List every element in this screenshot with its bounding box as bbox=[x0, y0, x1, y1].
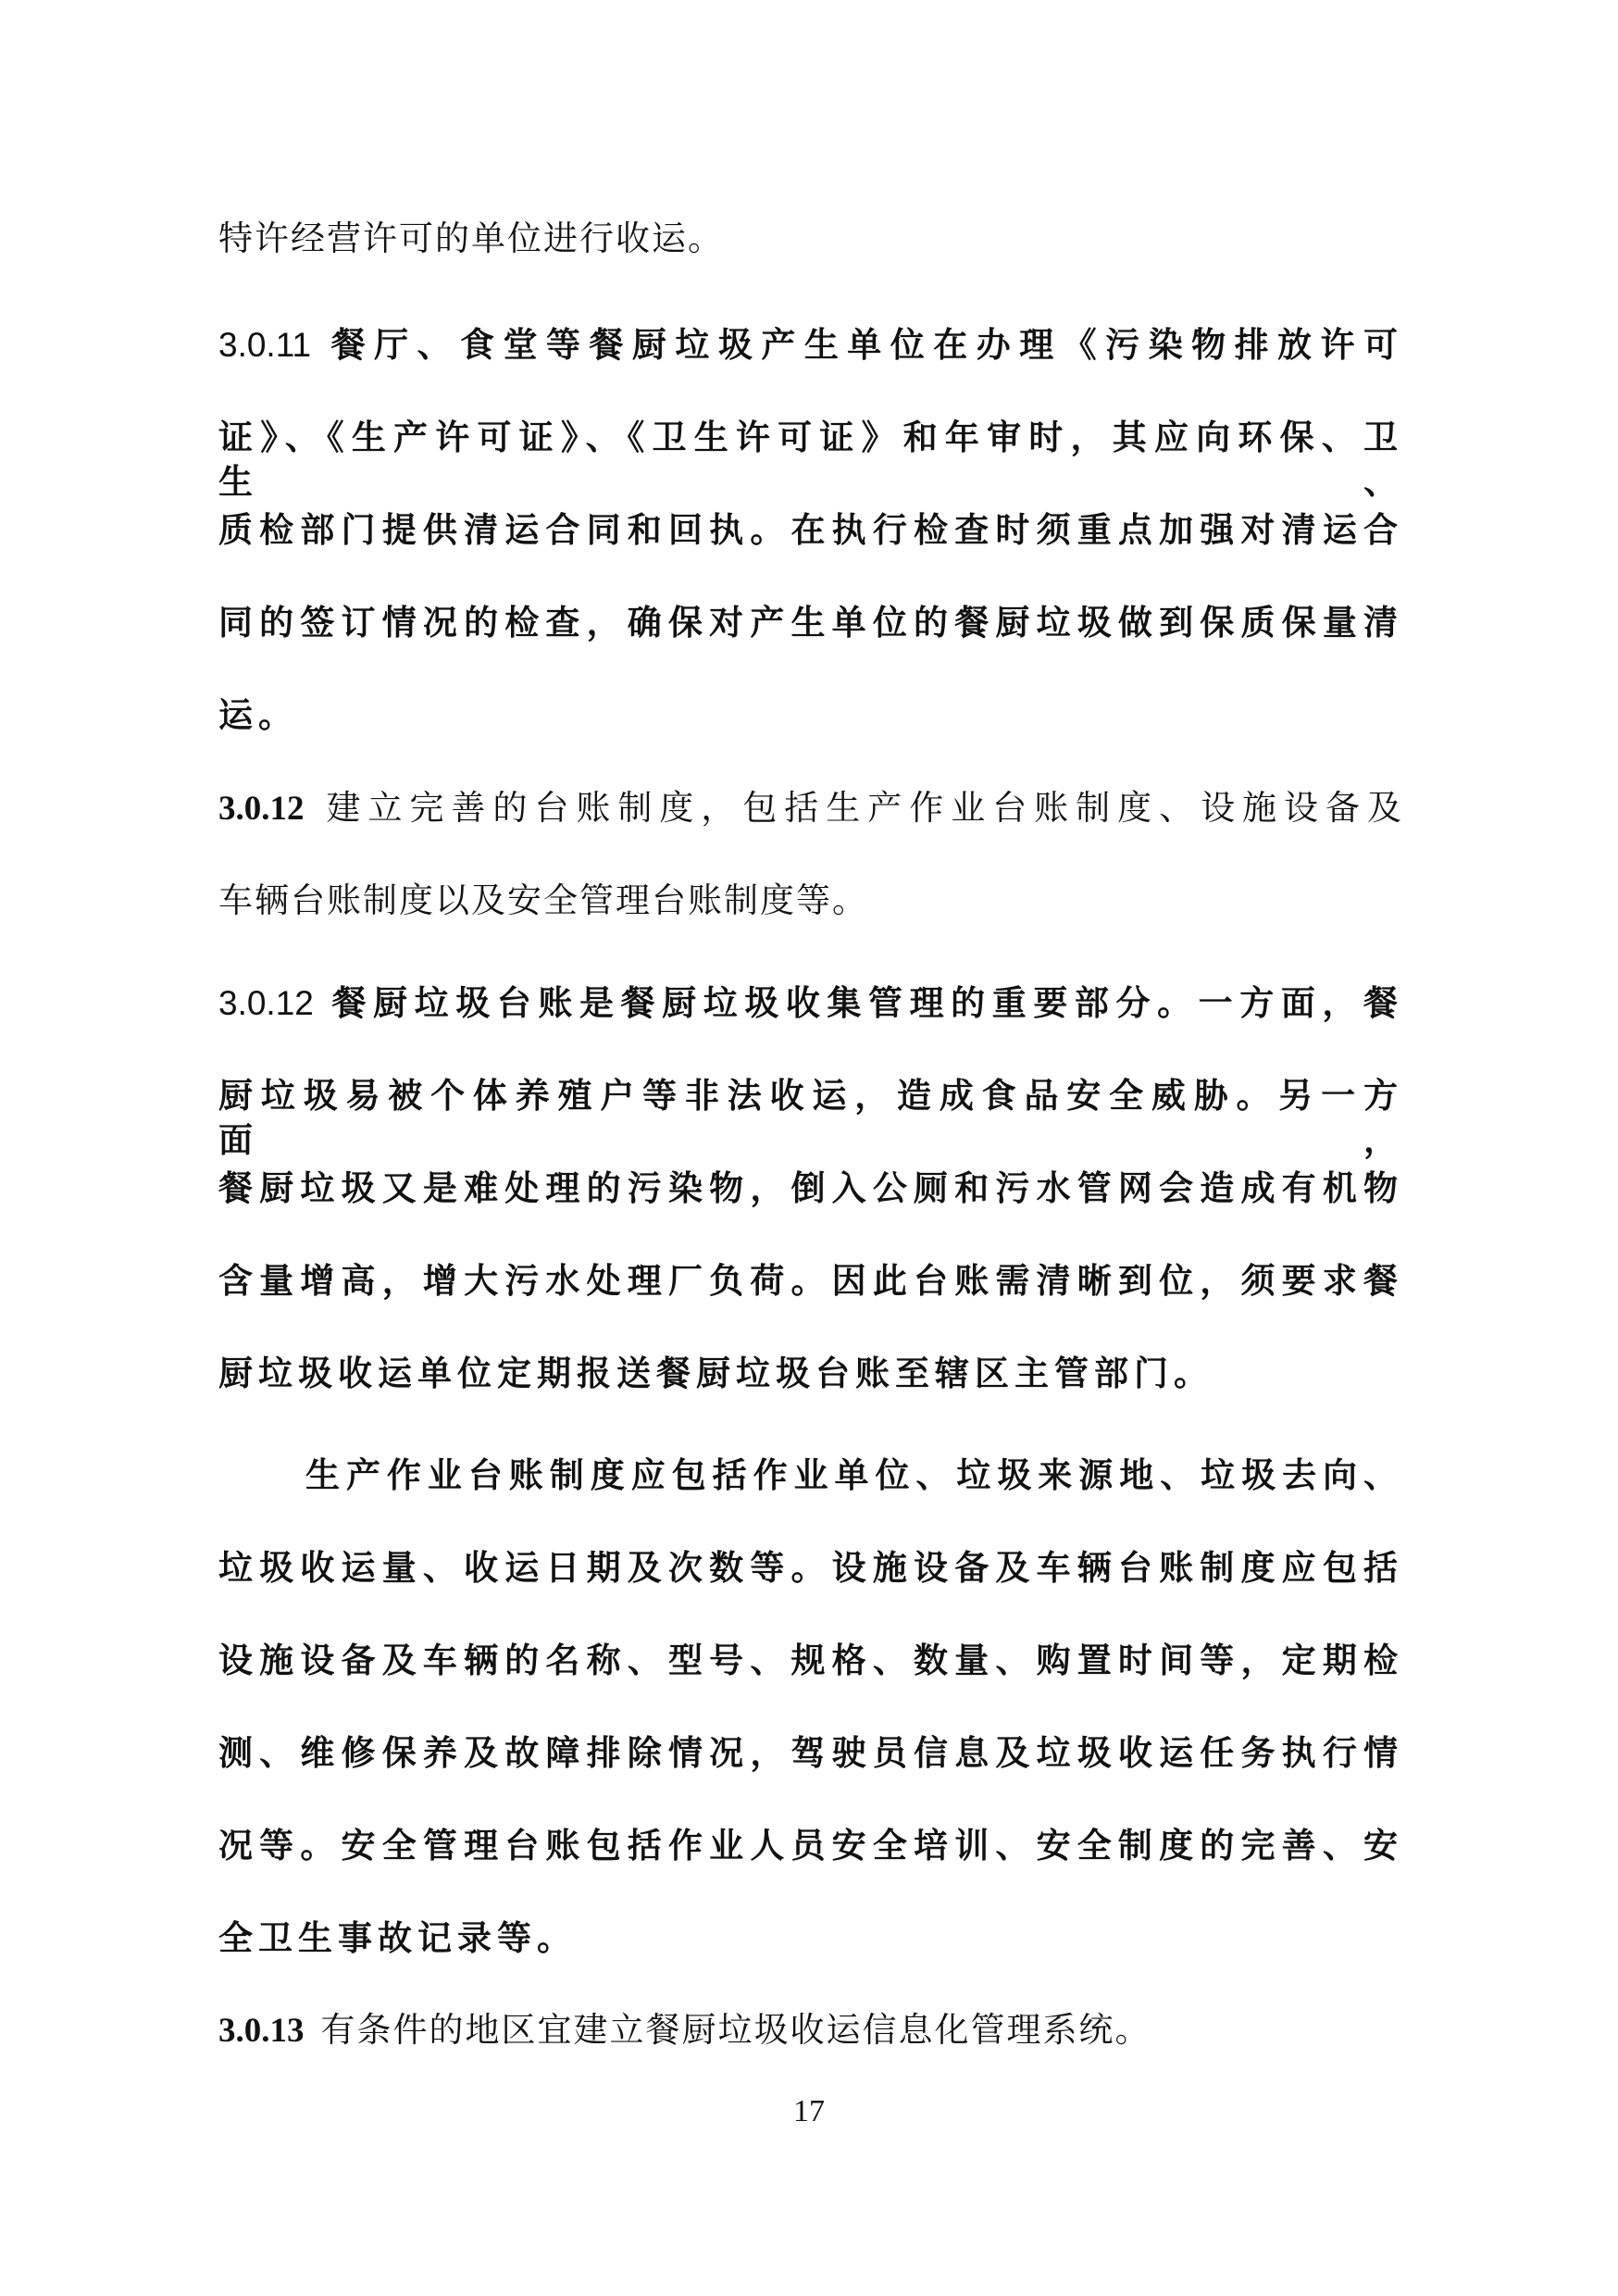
text: 厨垃圾收运单位定期报送餐厨垃圾台账至辖区主管部门。 bbox=[218, 1353, 1214, 1393]
text: 含量增高，增大污水处理厂负荷。因此台账需清晰到位，须要求餐 bbox=[218, 1260, 1403, 1301]
text: 餐厅、食堂等餐厨垃圾产生单位在办理《污染物排放许可 bbox=[328, 324, 1403, 365]
text: 况等。安全管理台账包括作业人员安全培训、安全制度的完善、安 bbox=[218, 1825, 1403, 1866]
text: 有条件的地区宜建立餐厨垃圾收运信息化管理系统。 bbox=[320, 2010, 1151, 2050]
commentary-3-0-12-line-3 bbox=[218, 1166, 1403, 1210]
commentary-3-0-11-line-5 bbox=[218, 693, 1403, 737]
clause-3-0-12-line-1 bbox=[218, 786, 1403, 830]
text: 设施设备及车辆的名称、型号、规格、数量、购置时间等，定期检 bbox=[218, 1640, 1403, 1680]
text: 车辆台账制度以及安全管理台账制度等。 bbox=[218, 880, 868, 920]
text: 餐厨垃圾台账是餐厨垃圾收集管理的重要部分。一方面，餐 bbox=[330, 982, 1403, 1023]
text: 质检部门提供清运合同和回执。在执行检查时须重点加强对清运合 bbox=[218, 509, 1403, 550]
commentary-ledger-line-6 bbox=[218, 1915, 1403, 1960]
text: 全卫生事故记录等。 bbox=[218, 1917, 577, 1958]
commentary-3-0-12-line-2 bbox=[218, 1073, 1403, 1160]
text: 厨垃圾易被个体养殖户等非法收运，造成食品安全威胁。另一方面， bbox=[218, 1075, 1403, 1160]
clause-number: 3.0.13 bbox=[218, 2012, 305, 2050]
text: 特许经营许可的单位进行收运。 bbox=[218, 218, 724, 258]
text: 证》、《生产许可证》、《卫生许可证》和年审时，其应向环保、卫生、 bbox=[218, 417, 1403, 502]
commentary-3-0-11-line-1 bbox=[218, 322, 1403, 367]
commentary-3-0-11-line-4 bbox=[218, 600, 1403, 644]
commentary-3-0-11-line-3 bbox=[218, 507, 1403, 552]
commentary-ledger-line-4 bbox=[218, 1730, 1403, 1775]
commentary-3-0-12-line-5 bbox=[218, 1351, 1403, 1395]
text: 运。 bbox=[218, 694, 298, 735]
commentary-3-0-11-line-2 bbox=[218, 415, 1403, 502]
text: 测、维修保养及故障排除情况，驾驶员信息及垃圾收运任务执行情 bbox=[218, 1732, 1403, 1773]
text: 同的签订情况的检查，确保对产生单位的餐厨垃圾做到保质保量清 bbox=[218, 602, 1403, 643]
commentary-ledger-line-2 bbox=[218, 1545, 1403, 1590]
text: 垃圾收运量、收运日期及次数等。设施设备及车辆台账制度应包括 bbox=[218, 1547, 1403, 1588]
page-number: 17 bbox=[793, 2094, 825, 2128]
clause-3-0-12-line-2 bbox=[218, 879, 1403, 923]
commentary-3-0-12-line-4 bbox=[218, 1258, 1403, 1303]
commentary-ledger-line-5 bbox=[218, 1823, 1403, 1867]
text: 建立完善的台账制度，包括生产作业台账制度、设施设备及 bbox=[320, 788, 1403, 828]
commentary-3-0-12-line-1 bbox=[218, 980, 1403, 1025]
text: 生产作业台账制度应包括作业单位、垃圾来源地、垃圾去向、 bbox=[305, 1454, 1403, 1495]
clause-3-0-13-line-1 bbox=[218, 2008, 1403, 2053]
clause-number: 3.0.12 bbox=[218, 984, 314, 1022]
clause-number: 3.0.11 bbox=[218, 326, 312, 364]
commentary-ledger-line-1 bbox=[305, 1453, 1403, 1497]
body-line bbox=[218, 217, 1403, 261]
clause-number: 3.0.12 bbox=[218, 790, 305, 828]
text: 餐厨垃圾又是难处理的污染物，倒入公厕和污水管网会造成有机物 bbox=[218, 1167, 1403, 1208]
commentary-ledger-line-3 bbox=[218, 1638, 1403, 1682]
